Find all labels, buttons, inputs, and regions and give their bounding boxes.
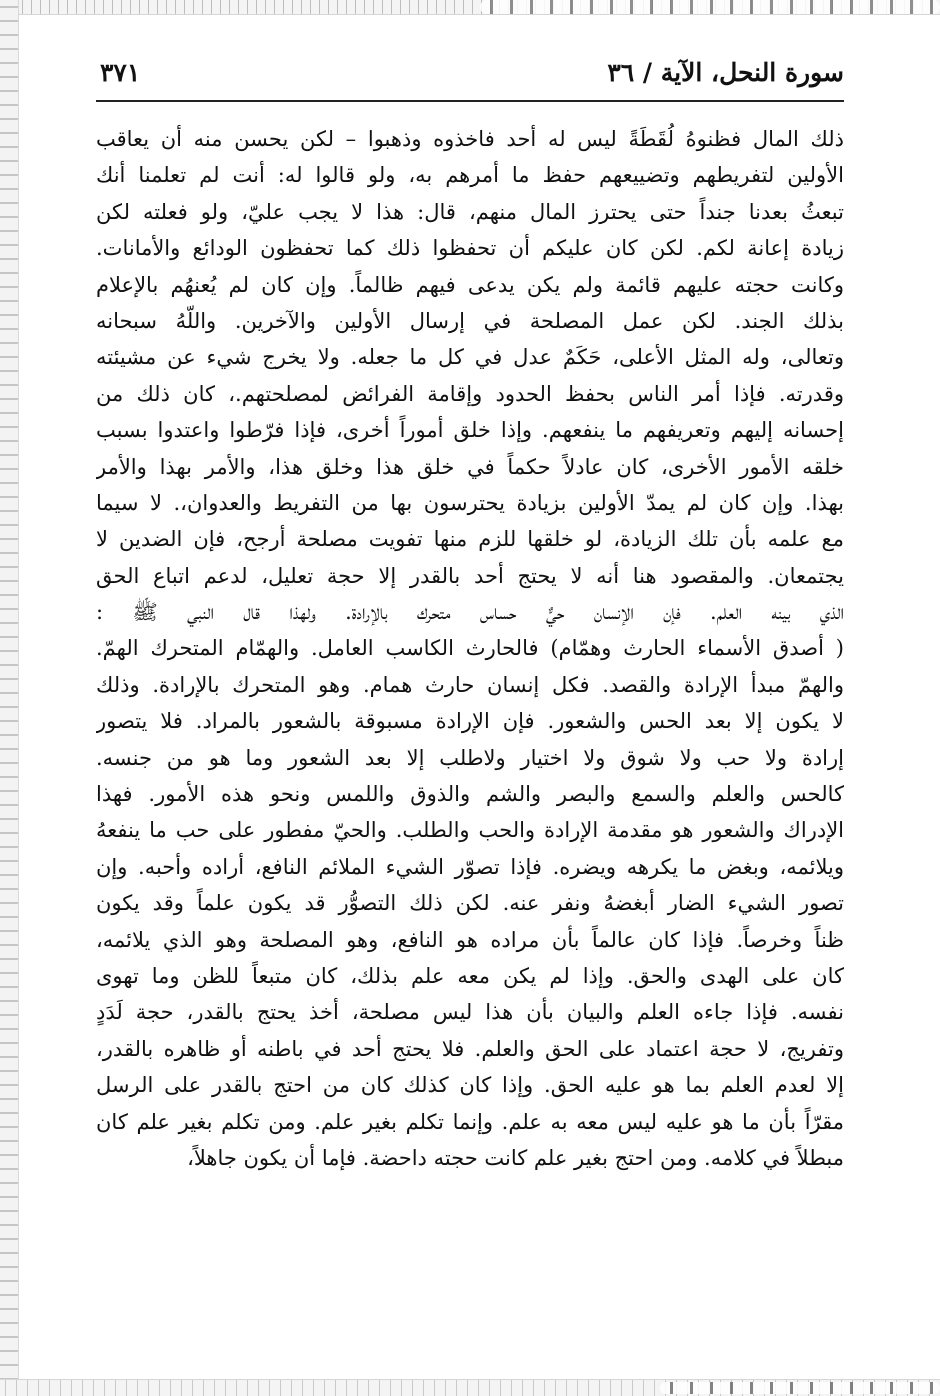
text-line: بهذا. وإن كان لم يمدّ الأولين بزيادة يحترسون بها من التفريط والعدوان،. لا سيما — [96, 490, 844, 515]
text-line: زيادة إعانة لكم. لكن كان عليكم أن تحفظوا ذلك كما تحفظون الودائع والأمانات. — [96, 236, 844, 261]
text-line: يجتمعان. والمقصود هنا أنه لا يحتج أحد بالقدر إلا حجة تعليل، لدعم اتباع الحق — [96, 563, 844, 588]
page-number: ٣٧١ — [100, 58, 141, 87]
text-line: الذي بينه العلم. فإن الإنسان حيٌّ حساس متحرك بالإرادة. ولهذا قال النبي ﷺ : — [96, 600, 844, 625]
decorative-knot-pattern — [480, 0, 940, 14]
text-line: إحسانه إليهم وتعريفهم ما ينفعهم. وإذا خلق أموراً أخرى، فإذا فرّطوا واعتدوا بسبب — [96, 418, 844, 443]
text-line: الأولين لتفريطهم وتضييعهم حفظ ما أمرهم به، ولو قالوا له: أنت لم تعلمنا أنك — [96, 163, 844, 188]
text-line: نفسه. فإذا جاءه العلم والبيان بأن هذا ليس مصلحة، أخذ يحتج بالقدر، حجة لَدَدٍ — [96, 1000, 844, 1025]
text-line: تبعثُ بعدنا جنداً حتى يحترز المال منهم، قال: هذا لا يجب عليّ، ولو فعلته لكن — [96, 199, 844, 224]
text-line: لا يكون إلا بعد الحس والشعور. فإن الإرادة مسبوقة بالشعور بالمراد. فلا يتصور — [96, 709, 844, 734]
decorative-top-border — [0, 0, 940, 15]
text-line: ذلك المال فظنوهُ لُقَطَةً ليس له أحد فاخذوه وذهبوا – لكن يحسن منه أن يعاقب — [96, 127, 844, 151]
text-line: ويلائمه، وبغض ما يكرهه ويضره. فإذا تصوّر الشيء الملائم النافع، أراده وأحبه. وإن — [96, 854, 844, 879]
text-line: مبطلاً في كلامه. ومن احتج بغير علم كانت حجته داحضة. فإما أن يكون جاهلاً، — [187, 1145, 844, 1170]
text-line: ظناً وخرصاً. فإذا كان عالماً بأن مراده هو النافع، وهو المصلحة وهو الذي يلائمه، — [96, 927, 844, 952]
text-line: الإدراك والشعور هو مقدمة الإرادة والحب والطلب. والحيّ مفطور على حب ما ينفعهُ — [96, 818, 844, 843]
text-line: ( أصدق الأسماء الحارث وهمّام) فالحارث الكاسب العامل. والهمّام المتحرك الهمّ. — [96, 636, 844, 661]
text-line: كان على الهدى والحق. وإذا لم يكن معه علم بذلك، كان متبعاً للظن وما تهوى — [96, 963, 844, 988]
text-line: إرادة ولا حب ولا شوق ولا اختيار ولاطلب إلا بعد الشعور وما هو من جنسه. — [96, 745, 844, 770]
text-line: كالحس والعلم والسمع والبصر والشم والذوق واللمس ونحو هذه الأمور. فهذا — [96, 782, 844, 807]
decorative-knot-pattern — [660, 1382, 940, 1394]
text-line: خلقه الأمور الأخرى، كان عادلاً حكماً في خلق هذا وخلق هذا، والأمر بهذا والأمر — [96, 454, 844, 479]
text-line: وكانت حجته عليهم قائمة ولم يكن يدعى فيهم ظالماً. وإن كان لم يُعنهُم بالإعلام — [96, 272, 844, 297]
text-line: وتعالى، وله المثل الأعلى، حَكَمٌ عدل في كل ما جعله. ولا يخرج شيء عن مشيئته — [96, 345, 844, 370]
text-line: بذلك الجند. لكن عمل المصلحة في إرسال الأولين والآخرين. واللّهُ سبحانه — [96, 308, 844, 333]
decorative-bottom-border — [0, 1379, 940, 1396]
running-title: سورة النحل، الآية / ٣٦ — [607, 58, 844, 87]
text-line: والهمّ مبدأ الإرادة والقصد. فكل إنسان حارث همام. وهو المتحرك بالإرادة. وذلك — [96, 672, 844, 697]
page-header — [96, 56, 844, 100]
text-line: وقدرته. فإذا أمر الناس بحفظ الحدود وإقامة الفرائض لمصلحتهم.، كان ذلك من — [96, 381, 844, 406]
header-divider — [96, 100, 844, 102]
text-line: تصور الشيء الضار أبغضهُ ونفر عنه. لكن ذلك التصوُّر قد يكون علماً وقد يكون — [96, 891, 844, 916]
text-line: مقرّاً بأن ما هو عليه ليس معه به علم. وإنما تكلم بغير علم. ومن تكلم بغير علم كان — [96, 1109, 844, 1134]
text-line: وتفريج، لا حجة اعتماد على الحق والعلم. فلا يحتج أحد في باطنه أو ظاهره بالقدر، — [96, 1036, 844, 1061]
body-text — [96, 121, 844, 1176]
decorative-left-border — [0, 0, 19, 1396]
text-line: إلا لعدم العلم بما هو عليه الحق. وإذا كان كذلك كان من احتج بالقدر على الرسل — [96, 1073, 844, 1098]
text-line: مع علمه بأن تلك الزيادة، لو خلقها للزم منها تفويت مصلحة أرجح، فإن الضدين لا — [96, 527, 844, 552]
